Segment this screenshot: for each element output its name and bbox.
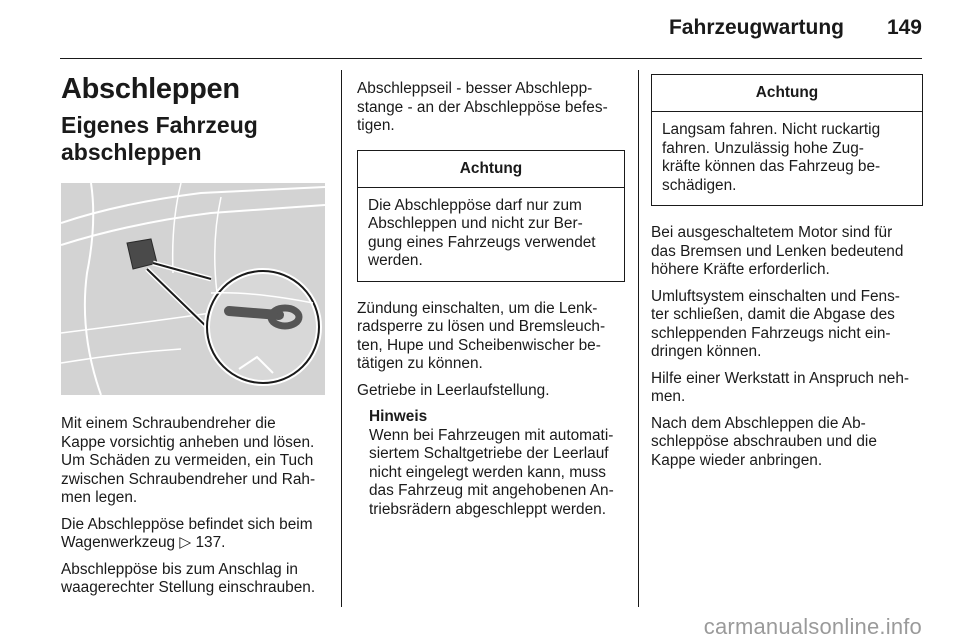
section-subtitle: Eigenes Fahrzeug abschleppen bbox=[61, 111, 258, 166]
page-number: 149 bbox=[886, 16, 922, 39]
column-3 bbox=[651, 62, 923, 478]
chapter-title: Fahrzeugwartung bbox=[668, 16, 844, 39]
towing-eye-drawing bbox=[61, 183, 325, 395]
paragraph-engine-off: Bei ausgeschaltetem Motor sind für das Bremsen und Lenken bedeutend höhere Kräfte erforderlich. bbox=[651, 224, 904, 278]
warning-text-2: Langsam fahren. Nicht ruckartig fahren. Unzulässig hohe Zug- kräfte können das Fahrzeug be- schädigen. bbox=[662, 121, 881, 194]
warning-box-2 bbox=[651, 74, 923, 206]
warning-title: Achtung bbox=[358, 151, 624, 188]
paragraph-recirculation: Umluftsystem einschalten und Fens- ter schließen, damit die Abgase des schleppenden Fahrzeugs nicht ein- dringen können. bbox=[651, 287, 900, 360]
note-box bbox=[357, 408, 625, 519]
warning-text: Die Abschleppöse darf nur zum Abschleppen und nicht zur Ber- gung eines Fahrzeugs verwendet werden. bbox=[368, 196, 596, 269]
warning-title-2: Achtung bbox=[652, 75, 922, 112]
column-divider-2 bbox=[638, 70, 639, 607]
paragraph-attach-rope: Abschleppseil - besser Abschlepp- stange - an der Abschleppöse befes- tigen. bbox=[357, 80, 608, 134]
paragraph-ignition: Zündung einschalten, um die Lenk- radsperre zu lösen und Bremsleuch- ten, Hupe und Scheibenwischer be- tätigen zu können. bbox=[357, 299, 606, 372]
page-header bbox=[0, 0, 960, 62]
column-1 bbox=[61, 62, 326, 606]
towing-eye-illustration bbox=[61, 183, 325, 395]
warning-box bbox=[357, 150, 625, 282]
note-title: Hinweis bbox=[369, 408, 428, 425]
paragraph-after-towing: Nach dem Abschleppen die Ab- schleppöse abschrauben und die Kappe wieder anbringen. bbox=[651, 414, 877, 469]
paragraph-towing-eye-location: Die Abschleppöse befindet sich beim Wagenwerkzeug ▷ 137. bbox=[61, 515, 313, 552]
column-divider-1 bbox=[341, 70, 342, 607]
watermark: carmanualsonline.info bbox=[703, 614, 922, 639]
paragraph-neutral: Getriebe in Leerlaufstellung. bbox=[357, 381, 550, 399]
note-text: Wenn bei Fahrzeugen mit automati- siertem Schaltgetriebe der Leerlauf nicht eingelegt werden kann, muss das Fahrzeug mit angehobenen An- triebsrädern abgeschleppt werden. bbox=[369, 426, 614, 518]
paragraph-workshop: Hilfe einer Werkstatt in Anspruch neh- men. bbox=[651, 369, 910, 405]
column-2 bbox=[357, 62, 625, 527]
paragraph-screw-in: Abschleppöse bis zum Anschlag in waagerechter Stellung einschrauben. bbox=[61, 560, 316, 597]
paragraph-remove-cap: Mit einem Schraubendreher die Kappe vorsichtig anheben und lösen. Um Schäden zu vermeiden, ein Tuch zwischen Schraubendreher und Rah- men legen. bbox=[61, 415, 316, 507]
section-title: Abschleppen bbox=[61, 73, 240, 105]
header-rule bbox=[60, 58, 922, 59]
